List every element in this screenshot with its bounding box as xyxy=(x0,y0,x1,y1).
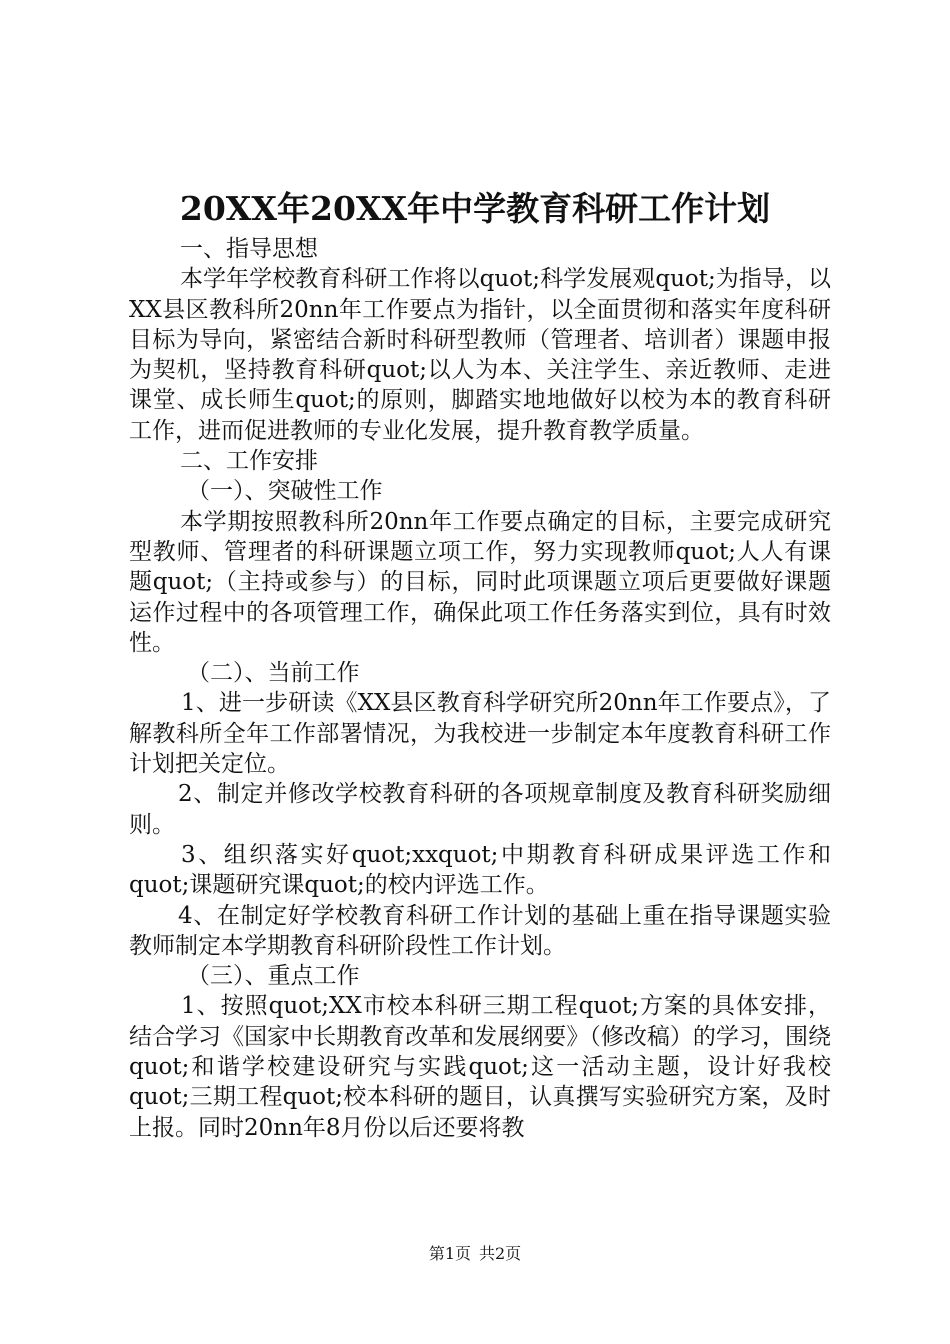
document-body xyxy=(129,234,831,1143)
list-item-key-work-1: 1、按照quot;XX市校本科研三期工程quot;方案的具体安排，结合学习《国家中长期教育改革和发展纲要》（修改稿）的学习，围绕quot;和谐学校建设研究与实践quot;这一活动主题，设计好我校quot;三期工程quot;校本科研的题目，认真撰写实验研究方案，及时上报。同时20nn年8月份以后还要将教 xyxy=(129,993,831,1141)
page-footer xyxy=(0,1242,950,1266)
page-number-total: 共2页 xyxy=(479,1244,522,1263)
section-heading-work-arrangement: 二、工作安排 xyxy=(180,448,318,475)
paragraph-guiding-ideology: 本学年学校教育科研工作将以quot;科学发展观quot;为指导，以XX县区教科所20nn年工作要点为指针，以全面贯彻和落实年度科研目标为导向，紧密结合新时科研型教师（管理者、培训者）课题申报为契机，坚持教育科研quot;以人为本、关注学生、亲近教师、走进课堂、成长师生quot;的原则，脚踏实地地做好以校为本的教育科研工作，进而促进教师的专业化发展，提升教育教学质量。 xyxy=(129,266,831,444)
subsection-heading-breakthrough-work: （一）、突破性工作 xyxy=(187,478,383,505)
subsection-heading-current-work: （二）、当前工作 xyxy=(187,660,360,687)
subsection-heading-key-work: （三）、重点工作 xyxy=(187,963,360,990)
page-number-current: 第1页 xyxy=(428,1244,471,1263)
paragraph-breakthrough-work: 本学期按照教科所20nn年工作要点确定的目标，主要完成研究型教师、管理者的科研课题立项工作，努力实现教师quot;人人有课题quot;（主持或参与）的目标，同时此项课题立项后更要做好课题运作过程中的各项管理工作，确保此项工作任务落实到位，具有时效性。 xyxy=(129,508,831,656)
list-item-current-work-4: 4、在制定好学校教育科研工作计划的基础上重在指导课题实验教师制定本学期教育科研阶段性工作计划。 xyxy=(129,902,831,959)
list-item-current-work-3: 3、组织落实好quot;xxquot;中期教育科研成果评选工作和quot;课题研究课quot;的校内评选工作。 xyxy=(129,841,831,899)
list-item-current-work-2: 2、制定并修改学校教育科研的各项规章制度及教育科研奖励细则。 xyxy=(129,781,831,838)
list-item-current-work-1: 1、进一步研读《XX县区教育科学研究所20nn年工作要点》，了解教科所全年工作部署情况，为我校进一步制定本年度教育科研工作计划把关定位。 xyxy=(129,690,831,778)
document-title: 20XX年20XX年中学教育科研工作计划 xyxy=(179,189,771,228)
section-heading-guiding-ideology: 一、指导思想 xyxy=(180,236,318,262)
